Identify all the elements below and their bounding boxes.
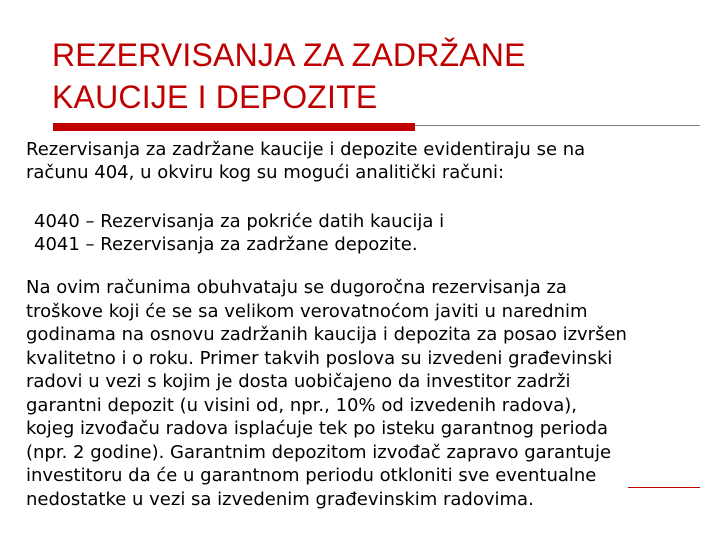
slide-title-line: KAUCIJE I DEPOZITE xyxy=(52,79,378,115)
slide-title-line: REZERVISANJA ZA ZADRŽANE xyxy=(52,37,526,73)
title-accent-bar xyxy=(53,123,415,131)
intro-line: računu 404, u okviru kog su mogući analitički računi: xyxy=(26,162,505,183)
body-line: troškove koji će se sa velikom verovatnoćom javiti u narednim xyxy=(26,300,588,322)
body-line: kvalitetno i o roku. Primer takvih poslova su izvedeni građevinski xyxy=(26,347,613,369)
account-item: 4041 – Rezervisanja za zadržane depozite. xyxy=(34,234,418,255)
body-line: nedostatke u vezi sa izvedenim građevinskim radovima. xyxy=(26,488,534,510)
account-item: 4040 – Rezervisanja za pokriće datih kaucija i xyxy=(34,211,445,232)
intro-line: Rezervisanja za zadržane kaucije i depozite evidentiraju se na xyxy=(26,139,586,160)
body-line: (npr. 2 godine). Garantnim depozitom izvođač zapravo garantuje xyxy=(26,441,612,463)
body-line: investitoru da će u garantnom periodu otkloniti sve eventualne xyxy=(26,465,597,486)
body-line: radovi u vezi s kojim je dosta uobičajeno da investitor zadrži xyxy=(26,371,571,392)
slide-title xyxy=(52,34,672,118)
account-list xyxy=(26,210,706,256)
slide-body xyxy=(26,138,706,511)
footer-accent-line xyxy=(628,487,700,488)
intro-paragraph xyxy=(26,138,706,184)
body-line: Na ovim računima obuhvataju se dugoročna rezervisanja za xyxy=(26,277,567,298)
title-divider-line xyxy=(415,125,700,126)
body-line: kojeg izvođaču radova isplaćuje tek po isteku garantnog perioda xyxy=(26,418,609,439)
body-paragraph xyxy=(26,276,706,511)
body-line: godinama na osnovu zadržanih kaucija i depozita za posao izvršen xyxy=(26,324,627,345)
body-line: garantni depozit (u visini od, npr., 10% od izvedenih radova), xyxy=(26,394,577,416)
